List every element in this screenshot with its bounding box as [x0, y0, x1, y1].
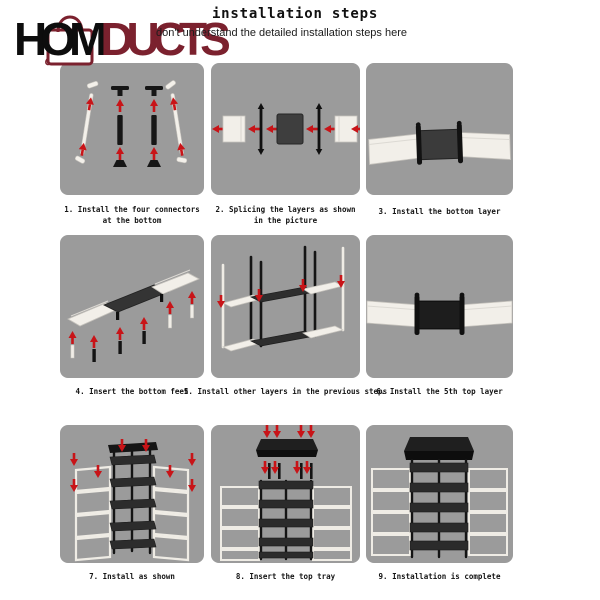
- step-6-caption-line1: 6. Install the 5th top layer: [376, 387, 503, 396]
- step-5-caption: [184, 386, 387, 397]
- step-7-caption-line1: 7. Install as shown: [89, 572, 175, 581]
- step-7-caption: [89, 571, 175, 582]
- page-subtitle: don't understand the detailed installation steps here: [156, 27, 407, 39]
- step-2-caption-line2: in the picture: [253, 216, 318, 225]
- step-4-caption-line1: 4. Insert the bottom feet: [75, 387, 189, 396]
- step-3-caption: [379, 206, 501, 217]
- step-9-illustration complete-shoe-rack: [366, 425, 513, 563]
- step-6-panel: [366, 235, 513, 378]
- step-2-caption: [216, 204, 356, 226]
- step-1-caption-line1: 1. Install the four connectors: [64, 205, 200, 214]
- step-1-illustration four-connector-poles: [60, 63, 204, 195]
- logo-text-secondary: DUCTS: [100, 13, 224, 65]
- step-4-illustration bottom-feet-insertion: [60, 235, 204, 378]
- step-8-illustration top-tray-insertion: [211, 425, 360, 563]
- step-3-panel: [366, 63, 513, 195]
- step-5-illustration stacked-layers-with-poles: [211, 235, 360, 378]
- step-1-panel: [60, 63, 204, 195]
- step-6-caption: [376, 386, 502, 397]
- step-9-caption-line1: 9. Installation is complete: [378, 572, 501, 581]
- step-2-panel: [211, 63, 360, 195]
- step-6-illustration assembled-top-layer: [366, 235, 513, 378]
- step-1-caption: [64, 204, 199, 226]
- step-8-caption-line1: 8. Insert the top tray: [235, 572, 336, 581]
- step-8-panel: [211, 425, 360, 563]
- step-9-caption: [379, 571, 501, 582]
- page-title: installation steps: [211, 6, 379, 22]
- step-9-panel: [366, 425, 513, 563]
- step-3-illustration assembled-bottom-layer: [366, 63, 513, 195]
- logo-text-primary: HOM: [14, 13, 101, 65]
- step-8-caption: [236, 571, 335, 582]
- step-7-illustration rack-side-frames-install: [60, 425, 204, 563]
- step-2-caption-line1: 2. Splicing the layers as shown: [215, 205, 356, 214]
- step-5-caption-line1: 5. Install other layers in the previous steps: [183, 387, 388, 396]
- step-2-illustration layer-splicing-row: [211, 63, 360, 195]
- step-3-caption-line1: 3. Install the bottom layer: [378, 207, 501, 216]
- step-4-caption: [76, 386, 189, 397]
- step-5-panel: [211, 235, 360, 378]
- step-1-caption-line2: at the bottom: [102, 216, 162, 225]
- step-4-panel: [60, 235, 204, 378]
- brand-logo: [14, 13, 224, 65]
- step-7-panel: [60, 425, 204, 563]
